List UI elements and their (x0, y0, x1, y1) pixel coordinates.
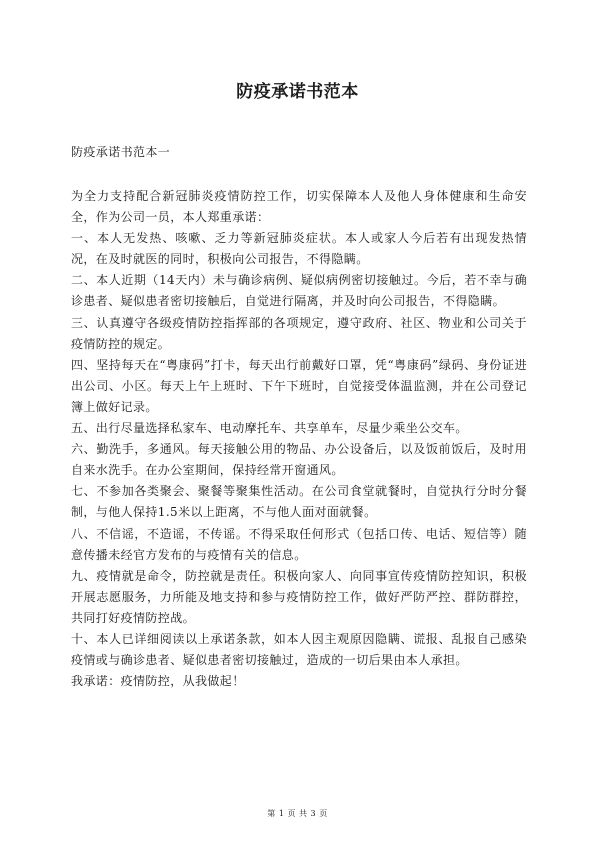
page-number: 第 1 页 共 3 页 (267, 809, 328, 818)
pledge-item-7: 七、不参加各类聚会、聚餐等聚集性活动。在公司食堂就餐时，自觉执行分时分餐制，与他人保持1.5米以上距离，不与他人面对面就餐。 (71, 484, 527, 520)
pledge-item-9: 九、疫情就是命令，防控就是责任。积极向家人、向同事宣传疫情防控知识，积极开展志愿服务，力所能及地支持和参与疫情防控工作，做好严防严控、群防群控，共同打好疫情防控战。 (71, 568, 527, 625)
closing-pledge: 我承诺：疫情防控，从我做起！ (71, 674, 245, 689)
document-title: 防疫承诺书范本 (236, 82, 359, 102)
pledge-item-5: 五、出行尽量选择私家车、电动摩托车、共享单车，尽量少乘坐公交车。 (71, 421, 468, 436)
document-body (71, 186, 527, 692)
pledge-item-10: 十、本人已详细阅读以上承诺条款，如本人因主观原因隐瞒、谎报、乱报自己感染疫情或与确诊患者、疑似患者密切接触过，造成的一切后果由本人承担。 (71, 631, 527, 668)
pledge-item-2: 二、本人近期（14天内）未与确诊病例、疑似病例密切接触过。今后，若不幸与确诊患者、疑似患者密切接触后，自觉进行隔离，并及时向公司报告，不得隐瞒。 (71, 273, 527, 309)
pledge-item-1: 一、本人无发热、咳嗽、乏力等新冠肺炎症状。本人或家人今后若有出现发热情况，在及时就医的同时，积极向公司报告，不得隐瞒。 (71, 231, 527, 267)
pledge-item-4: 四、坚持每天在“粤康码”打卡，每天出行前戴好口罩，凭“粤康码”绿码、身份证进出公司、小区。每天上午上班时、下午下班时，自觉接受体温监测，并在公司登记簿上做好记录。 (71, 357, 527, 414)
document-subtitle: 防疫承诺书范本一 (71, 145, 171, 159)
intro-paragraph: 为全力支持配合新冠肺炎疫情防控工作，切实保障本人及他人身体健康和生命安全，作为公司一员，本人郑重承诺： (71, 189, 527, 225)
pledge-item-8: 八、不信谣，不造谣，不传谣。不得采取任何形式（包括口传、电话、短信等）随意传播未经官方发布的与疫情有关的信息。 (71, 526, 527, 562)
pledge-item-3: 三、认真遵守各级疫情防控指挥部的各项规定，遵守政府、社区、物业和公司关于疫情防控的规定。 (71, 315, 527, 351)
pledge-item-6: 六、勤洗手，多通风。每天接触公用的物品、办公设备后，以及饭前饭后，及时用自来水洗手。在办公室期间，保持经常开窗通风。 (71, 442, 527, 478)
